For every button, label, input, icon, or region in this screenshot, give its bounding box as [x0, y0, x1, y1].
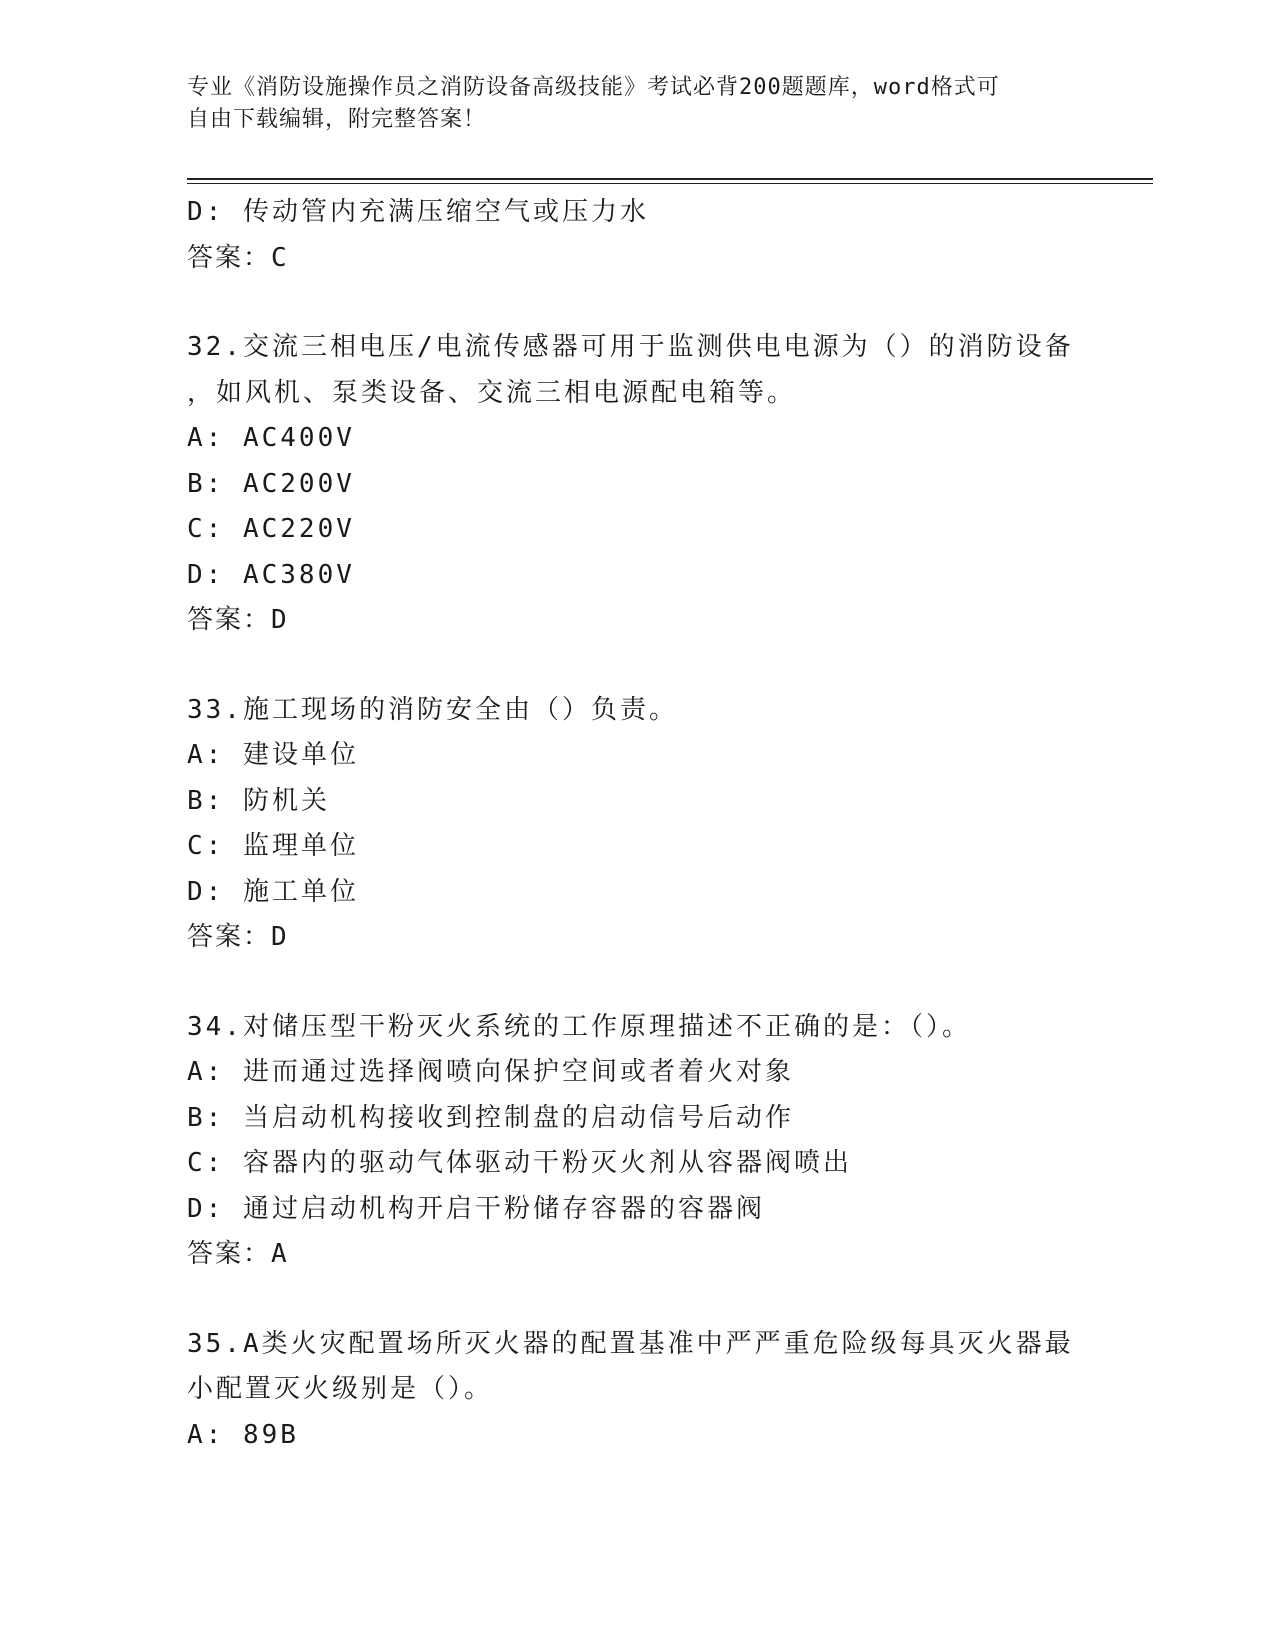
question-stem-line-2: ，如风机、泵类设备、交流三相电源配电箱等。 — [187, 377, 797, 408]
spacer — [187, 644, 1087, 688]
question-32 — [187, 325, 1087, 644]
option-a: A: 建设单位 — [187, 740, 359, 770]
answer-line: 答案：D — [187, 922, 289, 952]
option-a: A: 89B — [187, 1419, 299, 1450]
spacer — [187, 961, 1087, 1005]
question-stem-line-2: 小配置灭火级别是（）。 — [187, 1374, 494, 1404]
question-stem-line-1: 34.对储压型干粉灭火系统的工作原理描述不正确的是：（）。 — [187, 1011, 971, 1042]
question-stem-line-1: 35.A类火灾配置场所灭火器的配置基准中严严重危险级每具灭火器最 — [187, 1328, 1074, 1359]
spacer — [187, 1278, 1087, 1322]
prev-question-tail — [187, 190, 1087, 281]
option-c: C: AC220V — [187, 514, 355, 544]
answer-line: 答案：A — [187, 1239, 289, 1269]
spacer — [187, 281, 1087, 325]
header-rule-thin — [187, 183, 1153, 184]
header-rule-thick — [187, 178, 1153, 180]
option-d: D: 通过启动机构开启干粉储存容器的容器阀 — [187, 1193, 765, 1224]
option-c: C: 容器内的驱动气体驱动干粉灭火剂从容器阀喷出 — [187, 1148, 852, 1178]
question-stem-line-1: 32.交流三相电压/电流传感器可用于监测供电电源为（）的消防设备 — [187, 332, 1074, 362]
answer-line: 答案：D — [187, 605, 289, 635]
header-title-line-1: 专业《消防设施操作员之消防设备高级技能》考试必背200题题库，word格式可 — [187, 75, 1000, 100]
option-b: B: 防机关 — [187, 785, 330, 816]
header-title-line-2: 自由下载编辑，附完整答案！ — [187, 107, 487, 132]
question-stem-line-1: 33.施工现场的消防安全由（）负责。 — [187, 694, 678, 725]
option-a: A: AC400V — [187, 423, 355, 453]
document-header — [187, 72, 1087, 136]
option-b: B: 当启动机构接收到控制盘的启动信号后动作 — [187, 1102, 794, 1133]
option-c: C: 监理单位 — [187, 831, 359, 861]
question-34 — [187, 1005, 1087, 1278]
option-d: D: AC380V — [187, 559, 355, 590]
option-d: D: 施工单位 — [187, 876, 359, 907]
document-body — [187, 190, 1087, 1458]
option-b: B: AC200V — [187, 468, 355, 499]
question-33 — [187, 688, 1087, 961]
question-35 — [187, 1322, 1087, 1459]
answer-line: 答案：C — [187, 242, 289, 273]
option-d: D: 传动管内充满压缩空气或压力水 — [187, 197, 649, 227]
option-a: A: 进而通过选择阀喷向保护空间或者着火对象 — [187, 1057, 794, 1087]
